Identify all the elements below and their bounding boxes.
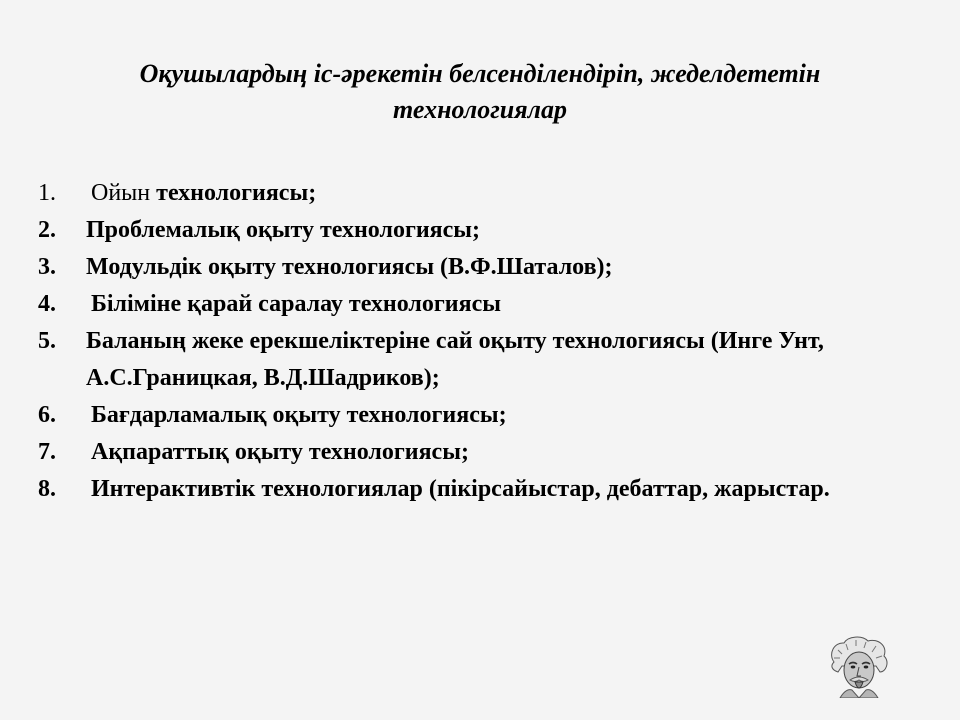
list-item-text: Бағдарламалық оқыту технологиясы; [91,402,507,428]
list-item-number: 2. [38,217,56,243]
list-item-text: Проблемалық оқыту технологиясы; [86,217,481,243]
list-item-text: Ақпараттық оқыту технологиясы; [91,439,469,465]
list-item-text: Модульдік оқыту технологиясы (В.Ф.Шаталов); [86,254,613,280]
list-item-number: 5. [38,328,56,354]
list-item-number: 4. [38,291,56,317]
list-item-5 [38,323,938,397]
list-item-1 [38,175,938,212]
list-item-text-bold: технологиясы; [150,180,317,206]
list-item-text-normal: Ойын [91,180,151,206]
list-item-7 [38,434,938,471]
list-item-8 [38,471,938,508]
list-item-text: Баланың жеке ерекшеліктеріне сай оқыту технологиясы (Инге Унт, А.С.Границкая, В.Д.Шадриков); [86,328,824,391]
list-item-number: 3. [38,254,56,280]
list-item-text: Біліміне қарай саралау технологиясы [91,291,501,317]
list-item-3 [38,249,938,286]
technology-list [38,175,938,508]
slide-title-line-1: Оқушылардың іс-әрекетін белсенділендіріп, жеделдететін [139,59,821,88]
list-item-number: 6. [38,402,56,428]
list-item-2 [38,212,938,249]
slide-title-line-2: технологиялар [392,95,567,124]
einstein-portrait-icon [826,636,892,698]
list-item-number: 1. [38,180,56,206]
list-item-4 [38,286,938,323]
list-item-number: 7. [38,439,56,465]
list-item-text: Интерактивтік технологиялар (пікірсайыстар, дебаттар, жарыстар. [91,476,830,502]
list-item-6 [38,397,938,434]
slide-title [40,56,920,128]
list-item-number: 8. [38,476,56,502]
